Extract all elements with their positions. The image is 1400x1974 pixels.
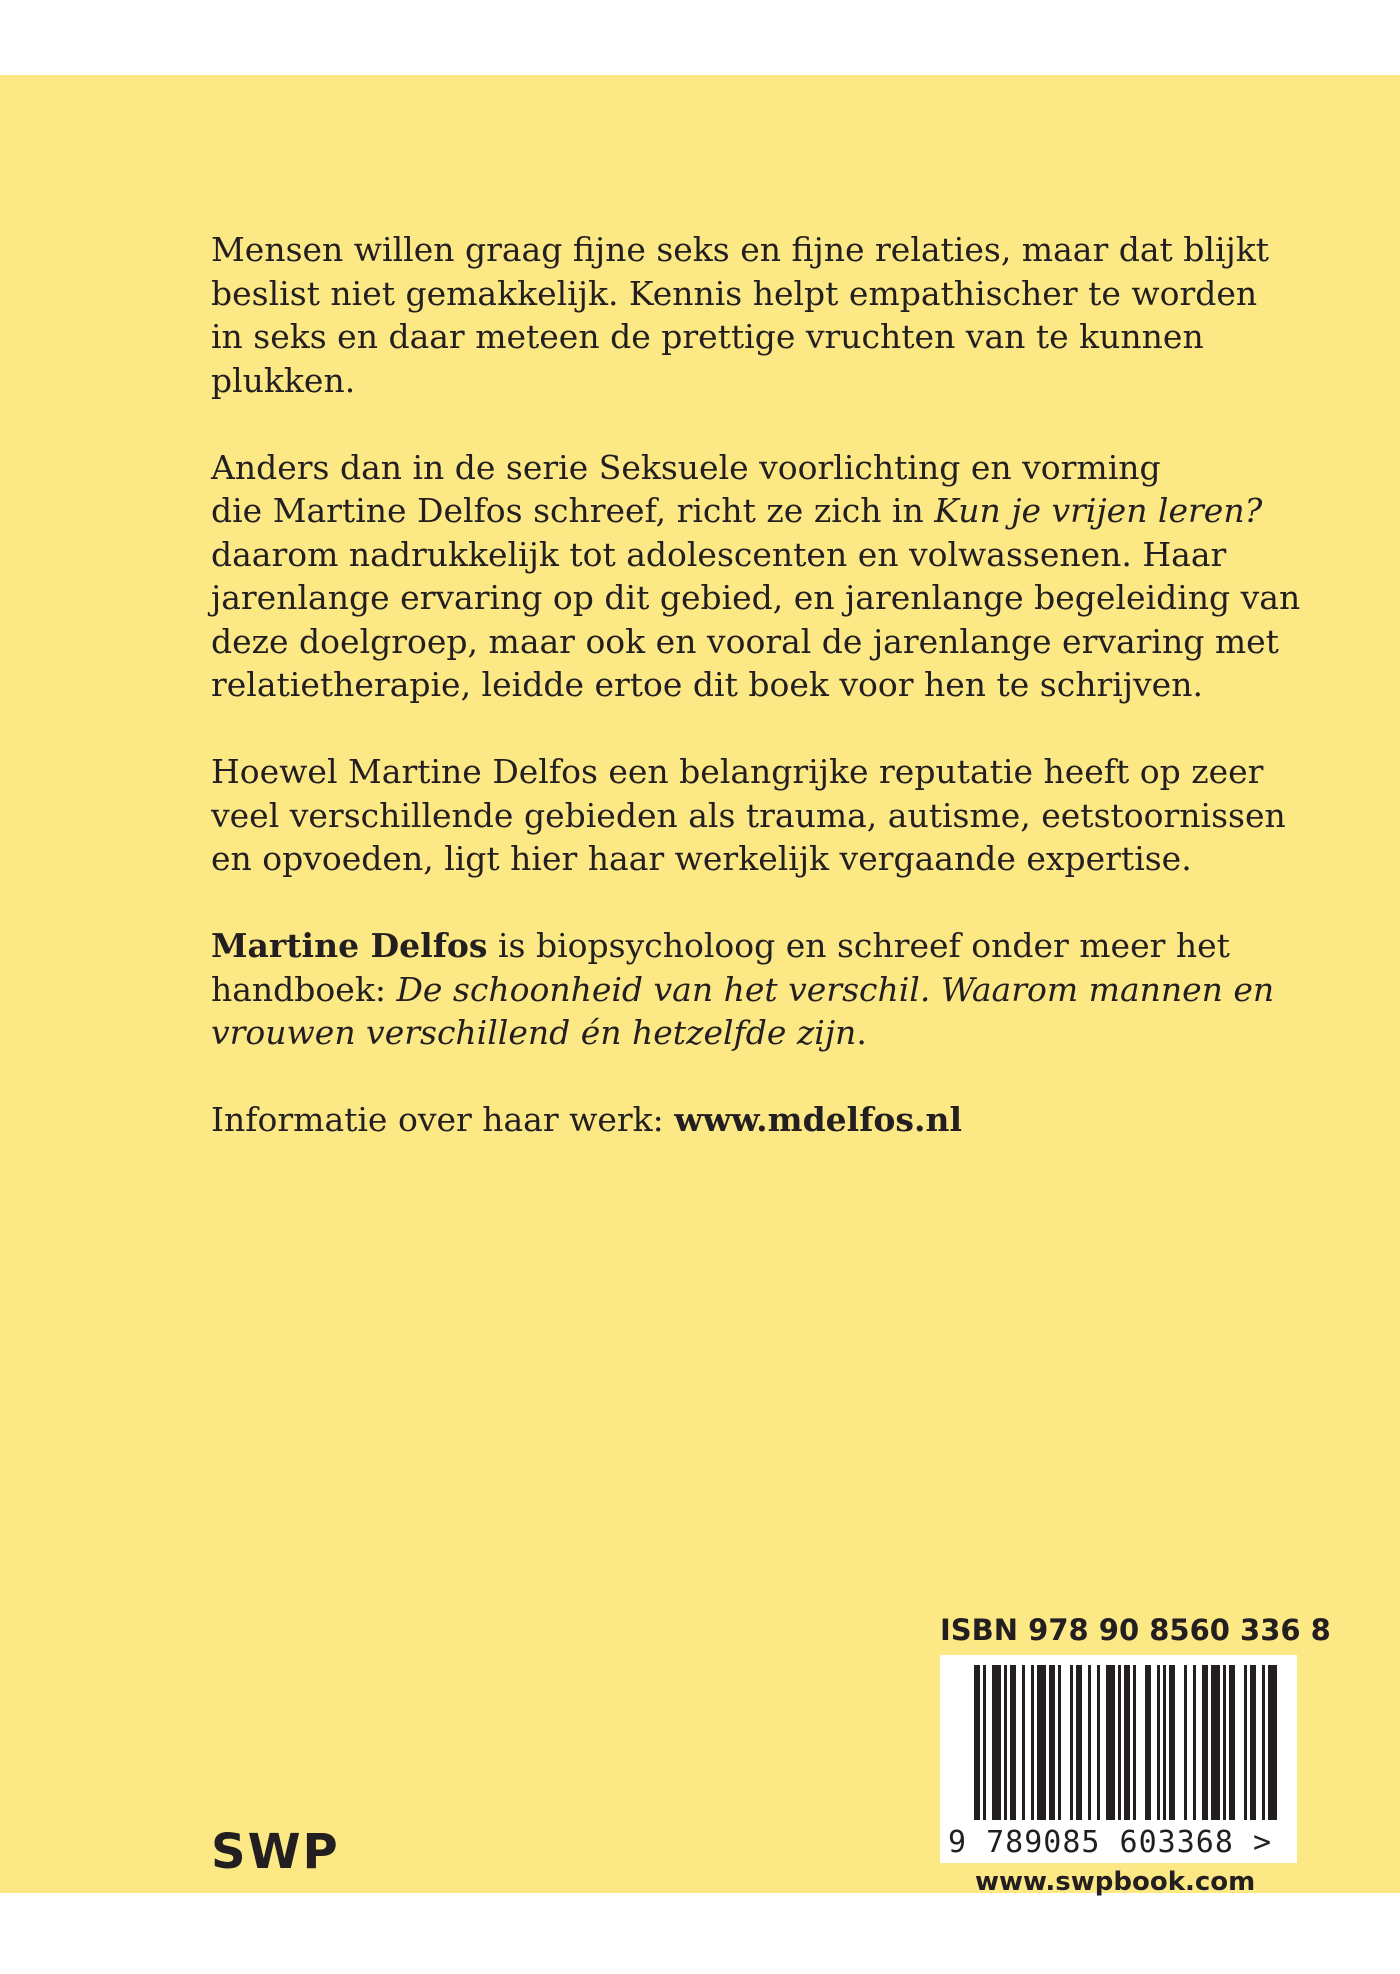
handbook-title: De schoonheid van het verschil. Waarom mannen en [396, 969, 1275, 1009]
barcode-bars [940, 1655, 1297, 1825]
text-span: die Martine Delfos schreef, richt ze zich in [211, 491, 935, 530]
barcode-digits: 9 789085 603368 > [948, 1825, 1273, 1860]
text-line: Mensen willen graag fijne seks en fijne relaties, maar dat blijkt [211, 230, 1269, 269]
text-line: relatietherapie, leidde ertoe dit boek voor hen te schrijven. [211, 665, 1203, 704]
text-line: plukken. [211, 360, 356, 400]
author-website-link[interactable]: www.mdelfos.nl [674, 1100, 962, 1139]
blurb-text [211, 228, 1301, 1185]
barcode [940, 1655, 1297, 1863]
text-line: deze doelgroep, maar ook en vooral de jarenlange ervaring met [211, 621, 1279, 661]
text-line: en opvoeden, ligt hier haar werkelijk vergaande expertise. [211, 839, 1192, 878]
text-line: in seks en daar meteen de prettige vruchten van te kunnen [211, 317, 1204, 356]
handbook-title-cont: vrouwen verschillend én hetzelfde zijn [211, 1013, 857, 1052]
text-line [211, 1011, 1211, 1055]
text-line [211, 924, 1230, 968]
book-title: Kun je vrijen leren? [934, 491, 1263, 530]
paragraph-series [211, 446, 1301, 707]
text-line: beslist niet gemakkelijk. Kennis helpt empathischer te worden [211, 273, 1258, 313]
text-line: Anders dan in de serie Seksuele voorlichting en vorming [211, 447, 1161, 487]
text-line: jarenlange ervaring op dit gebied, en jarenlange begeleiding van [211, 578, 1301, 617]
paragraph-intro [211, 228, 1269, 402]
author-bio [211, 924, 1275, 1055]
author-name: Martine Delfos [211, 926, 488, 965]
text-line: veel verschillende gebieden als trauma, autisme, eetstoornissen [211, 795, 1286, 835]
isbn-label: ISBN 978 90 8560 336 8 [940, 1613, 1331, 1647]
publisher-website[interactable]: www.swpbook.com [975, 1867, 1256, 1897]
text-line [211, 489, 1263, 533]
publisher-logo: SWP [211, 1824, 340, 1880]
info-label: Informatie over haar werk: [211, 1100, 675, 1139]
text-span: is biopsycholoog en schreef onder meer het [487, 926, 1230, 965]
paragraph-reputation [211, 750, 1286, 881]
text-span: handboek: [211, 969, 397, 1009]
text-line: Hoewel Martine Delfos een belangrijke reputatie heeft op zeer [211, 752, 1264, 791]
text-line: daarom nadrukkelijk tot adolescenten en volwassenen. Haar [211, 534, 1227, 574]
info-line [211, 1098, 1211, 1142]
text-span: . [856, 1013, 867, 1052]
text-line [211, 1098, 1211, 1142]
text-line [211, 968, 1275, 1012]
